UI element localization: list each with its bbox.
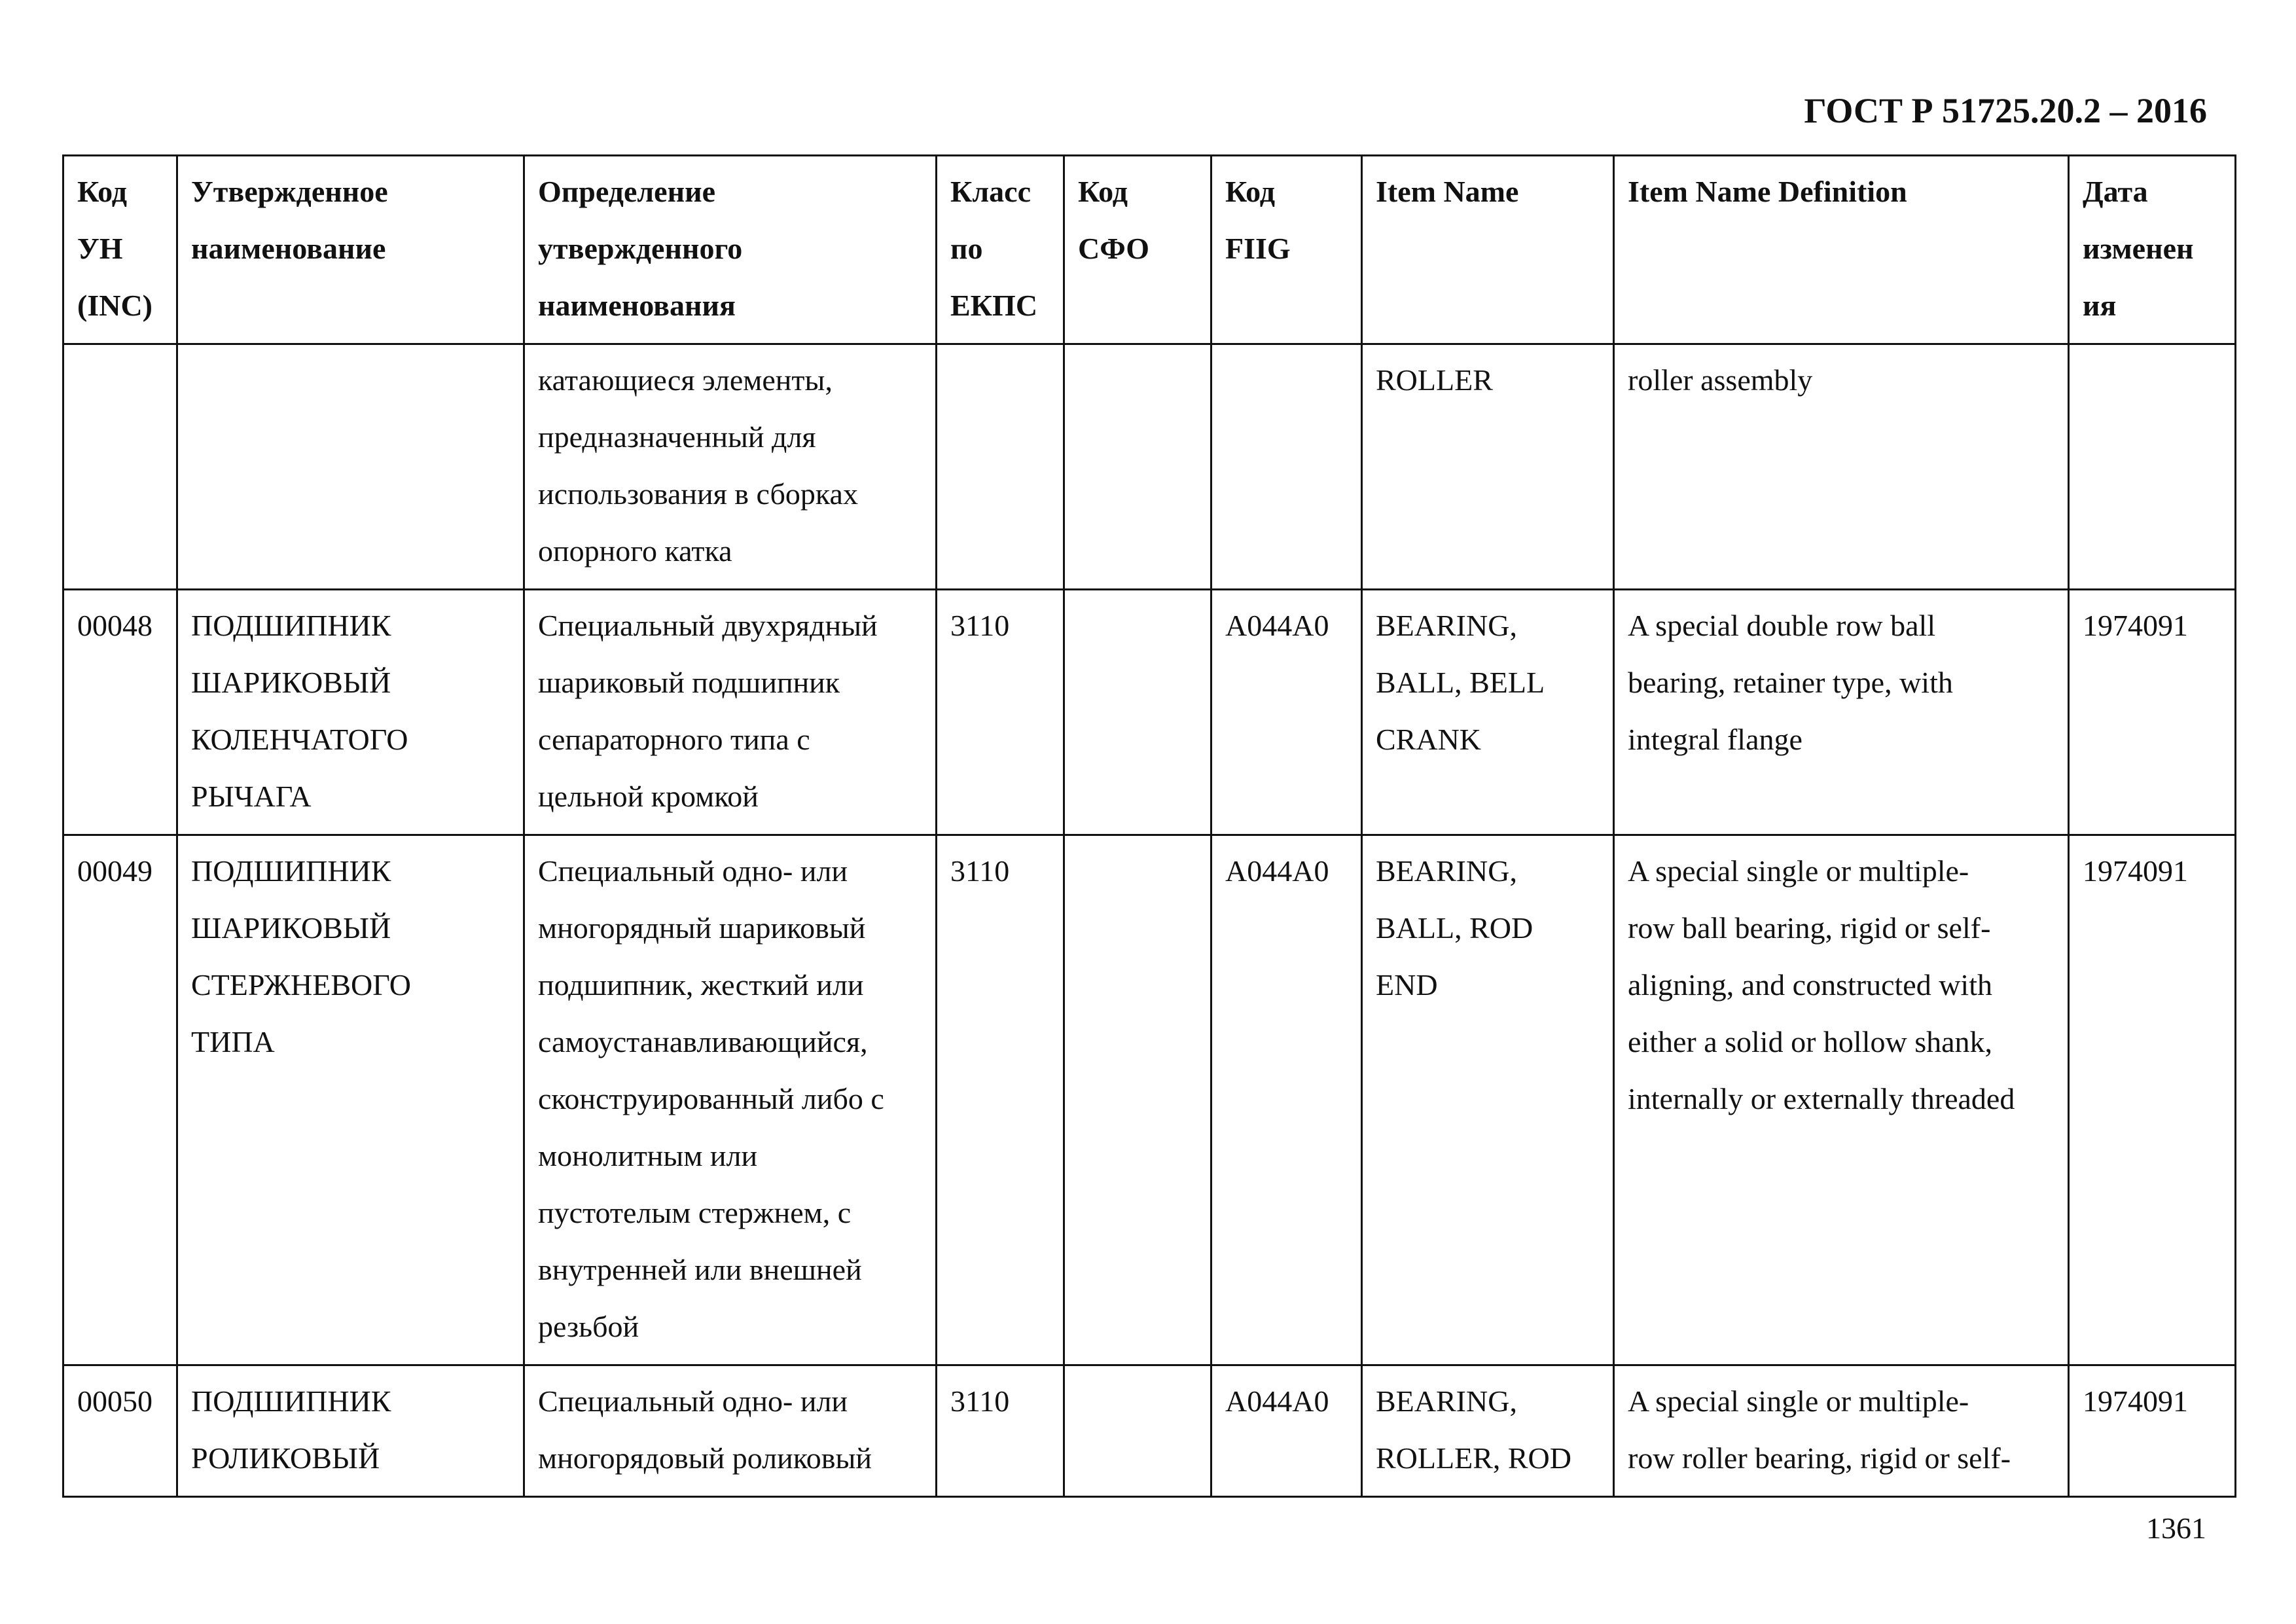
cell-approved-name: ПОДШИПНИК ШАРИКОВЫЙ КОЛЕНЧАТОГО РЫЧАГА bbox=[177, 590, 524, 835]
cell-item-name: BEARING, ROLLER, ROD bbox=[1362, 1365, 1614, 1497]
cell-inc bbox=[63, 344, 177, 590]
table-header-row bbox=[63, 156, 2236, 344]
cell-ekps-class bbox=[937, 344, 1064, 590]
cell-inc: 00050 bbox=[63, 1365, 177, 1497]
cell-approved-name-definition: Специальный двухрядный шариковый подшипник сепараторного типа с цельной кромкой bbox=[524, 590, 937, 835]
cell-sfo-code bbox=[1064, 344, 1211, 590]
classification-table bbox=[62, 154, 2236, 1498]
cell-item-name-definition: A special single or multiple- row roller bearing, rigid or self- bbox=[1614, 1365, 2069, 1497]
cell-approved-name-definition: катающиеся элементы, предназначенный для использования в сборках опорного катка bbox=[524, 344, 937, 590]
column-header-inc: Код УН (INC) bbox=[63, 156, 177, 344]
cell-fiig-code: A044A0 bbox=[1211, 835, 1362, 1365]
cell-inc: 00048 bbox=[63, 590, 177, 835]
cell-item-name: ROLLER bbox=[1362, 344, 1614, 590]
cell-change-date: 1974091 bbox=[2069, 1365, 2236, 1497]
column-header-change-date: Дата изменен ия bbox=[2069, 156, 2236, 344]
standard-header: ГОСТ Р 51725.20.2 – 2016 bbox=[1804, 91, 2207, 130]
column-header-approved-name: Утвержденное наименование bbox=[177, 156, 524, 344]
column-header-approved-name-definition: Определение утвержденного наименования bbox=[524, 156, 937, 344]
cell-approved-name-definition: Специальный одно- или многорядный шариковый подшипник, жесткий или самоустанавливающийся, сконструированный либо с монолитным или пустотелым стержнем, с внутренней или внешней резьбой bbox=[524, 835, 937, 1365]
cell-fiig-code: A044A0 bbox=[1211, 590, 1362, 835]
cell-sfo-code bbox=[1064, 1365, 1211, 1497]
cell-approved-name-definition: Специальный одно- или многорядовый роликовый bbox=[524, 1365, 937, 1497]
cell-approved-name: ПОДШИПНИК ШАРИКОВЫЙ СТЕРЖНЕВОГО ТИПА bbox=[177, 835, 524, 1365]
cell-change-date: 1974091 bbox=[2069, 590, 2236, 835]
table-row bbox=[63, 1365, 2236, 1497]
column-header-item-name: Item Name bbox=[1362, 156, 1614, 344]
cell-fiig-code: A044A0 bbox=[1211, 1365, 1362, 1497]
cell-sfo-code bbox=[1064, 590, 1211, 835]
table-row bbox=[63, 590, 2236, 835]
cell-item-name-definition: A special double row ball bearing, retainer type, with integral flange bbox=[1614, 590, 2069, 835]
column-header-fiig-code: Код FIIG bbox=[1211, 156, 1362, 344]
cell-ekps-class: 3110 bbox=[937, 590, 1064, 835]
cell-ekps-class: 3110 bbox=[937, 835, 1064, 1365]
cell-item-name: BEARING, BALL, BELL CRANK bbox=[1362, 590, 1614, 835]
column-header-item-name-definition: Item Name Definition bbox=[1614, 156, 2069, 344]
table-row bbox=[63, 344, 2236, 590]
column-header-sfo-code: Код СФО bbox=[1064, 156, 1211, 344]
cell-change-date: 1974091 bbox=[2069, 835, 2236, 1365]
cell-fiig-code bbox=[1211, 344, 1362, 590]
page-number: 1361 bbox=[2146, 1511, 2206, 1545]
cell-item-name-definition: roller assembly bbox=[1614, 344, 2069, 590]
cell-change-date bbox=[2069, 344, 2236, 590]
cell-approved-name bbox=[177, 344, 524, 590]
cell-item-name: BEARING, BALL, ROD END bbox=[1362, 835, 1614, 1365]
cell-item-name-definition: A special single or multiple- row ball bearing, rigid or self- aligning, and constructed with either a solid or hollow shank, internally or externally threaded bbox=[1614, 835, 2069, 1365]
cell-approved-name: ПОДШИПНИК РОЛИКОВЫЙ bbox=[177, 1365, 524, 1497]
cell-sfo-code bbox=[1064, 835, 1211, 1365]
column-header-ekps-class: Класс по ЕКПС bbox=[937, 156, 1064, 344]
cell-inc: 00049 bbox=[63, 835, 177, 1365]
cell-ekps-class: 3110 bbox=[937, 1365, 1064, 1497]
table-row bbox=[63, 835, 2236, 1365]
